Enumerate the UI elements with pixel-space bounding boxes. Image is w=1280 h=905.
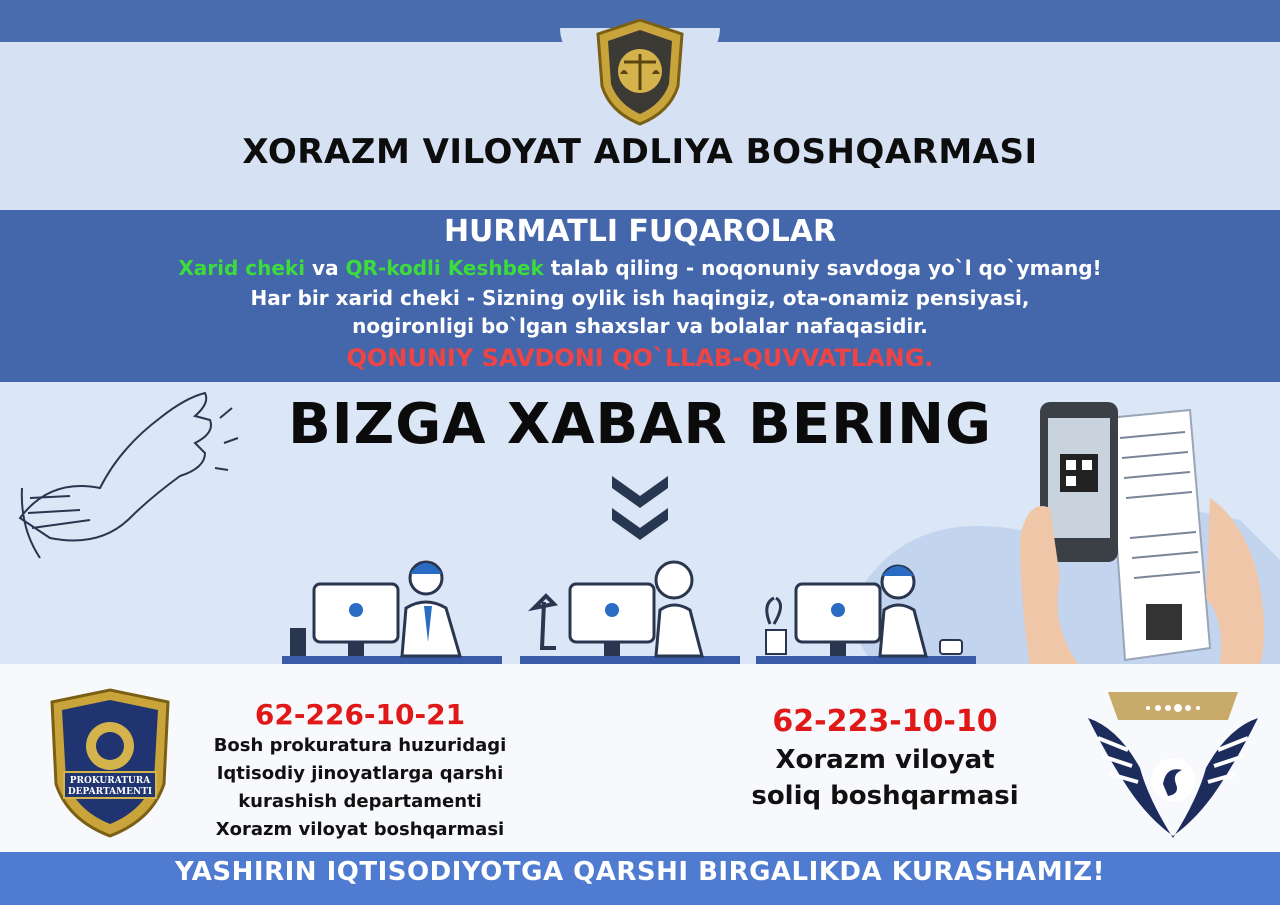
call-to-action-title: BIZGA XABAR BERING bbox=[288, 392, 992, 457]
notice-line-1-rest: talab qiling - noqonuniy savdoga yo`l qo`ymang! bbox=[543, 256, 1102, 280]
prosecutor-badge-icon bbox=[48, 688, 172, 838]
tax-eagle-logo-icon bbox=[1088, 688, 1258, 840]
svg-text:DEPARTAMENTI: DEPARTAMENTI bbox=[67, 787, 153, 797]
page-title: XORAZM VILOYAT ADLIYA BOSHQARMASI bbox=[242, 132, 1038, 172]
contact-phone-2[interactable]: 62-223-10-10 bbox=[772, 704, 998, 739]
notice-heading: HURMATLI FUQAROLAR bbox=[443, 214, 837, 249]
support-slogan: QONUNIY SAVDONI QO`LLAB-QUVVATLANG. bbox=[346, 344, 934, 372]
contact-org-1-line: Xorazm viloyat boshqarmasi bbox=[215, 819, 505, 840]
svg-text:PROKURATURA: PROKURATURA bbox=[69, 776, 151, 786]
highlight-cashback: QR-kodli Keshbek bbox=[345, 256, 544, 280]
double-chevron-down-icon bbox=[608, 472, 672, 544]
contact-org-1-line: Iqtisodiy jinoyatlarga qarshi bbox=[216, 763, 504, 784]
contact-org-2-line: Xorazm viloyat bbox=[775, 745, 995, 775]
contact-org-1 bbox=[180, 732, 540, 844]
notice-line-2: Har bir xarid cheki - Sizning oylik ish haqingiz, ota-onamiz pensiyasi, bbox=[250, 286, 1030, 310]
notice-line-1 bbox=[0, 256, 1280, 280]
notice-line-3: nogironligi bo`lgan shaxslar va bolalar nafaqasidir. bbox=[352, 314, 928, 338]
justice-emblem-icon bbox=[590, 16, 690, 126]
contact-org-1-line: Bosh prokuratura huzuridagi bbox=[213, 735, 507, 756]
contact-org-2 bbox=[720, 742, 1050, 814]
footer-slogan: YASHIRIN IQTISODIYOTGA QARSHI BIRGALIKDA KURASHAMIZ! bbox=[174, 857, 1106, 887]
phone-receipt-icon bbox=[1020, 398, 1275, 668]
contact-phone-1[interactable]: 62-226-10-21 bbox=[254, 698, 466, 731]
contact-org-2-line: soliq boshqarmasi bbox=[751, 781, 1019, 811]
notice-line-1-connector: va bbox=[305, 256, 346, 280]
contact-org-1-line: kurashish departamenti bbox=[238, 791, 482, 812]
highlight-receipt: Xarid cheki bbox=[178, 256, 306, 280]
